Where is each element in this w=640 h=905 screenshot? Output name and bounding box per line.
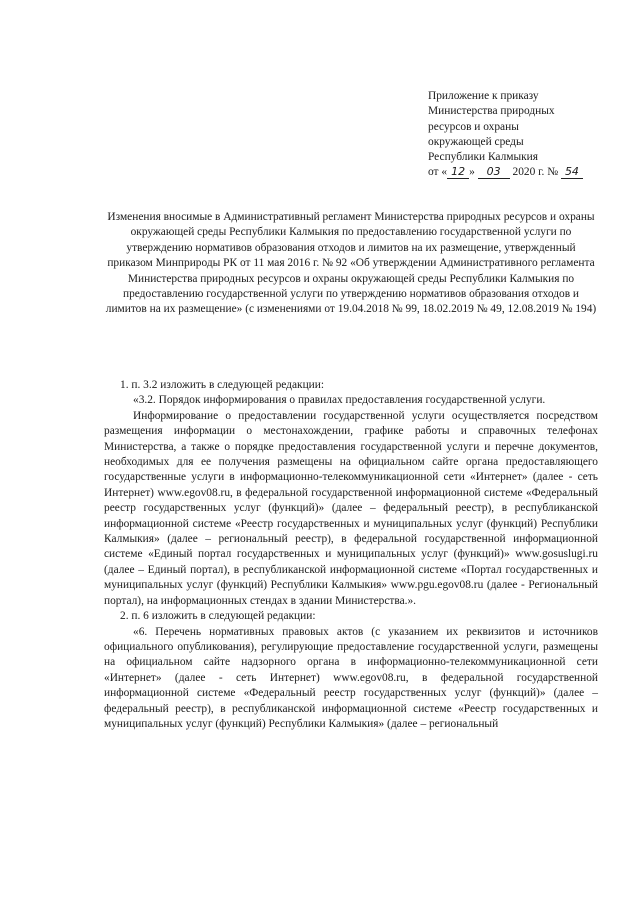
- handwritten-month: 03: [478, 166, 510, 179]
- document-title: Изменения вносимые в Административный регламент Министерства природных ресурсов и охраны окружающей среды Республики Калмыкия по предоставлению государственной услуги по утверждению нормативов образования отходов и лимитов на их размещение, утвержденный приказом Минприроды РК от 11 мая 2016 г. № 92 «Об утверждении Административного регламента Министерства природных ресурсов и охраны окружающей среды Республики Калмыкия по предоставлению государственной услуги по утверждению нормативов образования отходов и лимитов на их размещение» (с изменениями от 19.04.2018 № 99, 18.02.2019 № 49, 12.08.2019 № 194): [105, 211, 597, 316]
- item-2: 2. п. 6 изложить в следующей редакции:: [120, 610, 316, 623]
- appendix-line: Министерства природных: [428, 105, 555, 118]
- handwritten-number: 54: [561, 166, 583, 179]
- date-prefix: от «: [428, 166, 448, 179]
- quote-2-text: «6. Перечень нормативных правовых актов (с указанием их реквизитов и источников официального опубликования), регулирующие предоставление государственной услуги, размещены на официальном сайте надзорного органа в информационно-телекоммуникационной сети «Интернет» (далее - сеть Интернет) www.egov08.ru, в федеральной государственной информационной системе «Федеральный реестр государственных услуг (функций)» (далее – федеральный реестр), в республиканской информационной системе «Реестр государственных и муниципальных услуг (функций) Республики Калмыкия» (далее – региональный: [104, 625, 598, 730]
- date-sep: »: [469, 166, 475, 179]
- appendix-line: окружающей среды: [428, 135, 524, 148]
- item-1: 1. п. 3.2 изложить в следующей редакции:: [120, 379, 325, 391]
- appendix-block: [428, 89, 628, 181]
- appendix-line: Приложение к приказу: [428, 90, 539, 102]
- order-date-line: [428, 165, 628, 180]
- year-text: 2020 г. №: [512, 166, 559, 179]
- document-body: [104, 378, 598, 732]
- quote-1-heading: «3.2. Порядок информирования о правилах предоставления государственной услуги.: [133, 394, 546, 407]
- appendix-line: Республики Калмыкия: [428, 151, 539, 164]
- handwritten-day: 12: [447, 166, 469, 179]
- appendix-line: ресурсов и охраны: [428, 120, 519, 133]
- quote-1-text: Информирование о предоставлении государственной услуги осуществляется посредством размещения информации о местонахождении, графике работы и справочных телефонах Министерства, а также о порядке предоставления государственной услуги и перечне документов, необходимых для ее получения размещены на официальном сайте органа предоставляющего государственные услуги в информационно-телекоммуникационной сети «Интернет» (далее - сеть Интернет) www.egov08.ru, в федеральной государственной информационной системе «Федеральный реестр государственных услуг (функций)» (далее – федеральный реестр), в республиканской информационной системе «Реестр государственных и муниципальных услуг (функций) Республики Калмыкия» (далее – региональный реестр), в федеральной государственной информационной системе «Единый портал государственных и муниципальных услуг (функций)» www.gosuslugi.ru (далее – Единый портал), в республиканской информационной системе «Портал государственных и муниципальных услуг (функций) Республики Калмыкия» www.pgu.egov08.ru (далее - Региональный портал), на информационных стендах в здании Министерства.».: [104, 409, 598, 607]
